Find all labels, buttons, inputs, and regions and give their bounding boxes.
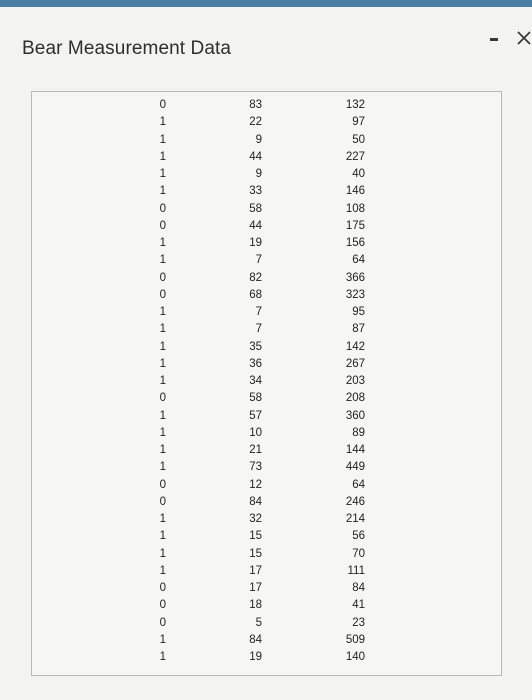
table-cell: 214	[345, 513, 365, 525]
table-cell: 84	[249, 633, 262, 646]
table-row	[32, 166, 365, 183]
table-row	[32, 149, 365, 166]
table-cell: 17	[249, 582, 262, 594]
table-cell: 41	[352, 599, 365, 612]
table-cell: 509	[345, 633, 365, 646]
table-cell: 1	[159, 461, 166, 474]
table-cell: 23	[352, 616, 365, 629]
table-cell: 18	[249, 599, 262, 612]
table-cell: 89	[352, 426, 365, 439]
table-cell: 19	[249, 651, 262, 663]
table-row	[32, 597, 365, 614]
table-cell: 58	[249, 392, 262, 405]
table-cell: 1	[159, 547, 166, 560]
table-cell: 68	[249, 288, 262, 301]
table-cell: 449	[345, 461, 365, 474]
table-row	[32, 252, 365, 269]
table-cell: 1	[159, 168, 166, 180]
table-cell: 1	[159, 444, 166, 456]
table-cell: 7	[255, 254, 262, 267]
table-cell: 146	[345, 185, 365, 198]
table-cell: 142	[345, 340, 365, 353]
table-cell: 40	[352, 168, 365, 180]
window-title: Bear Measurement Data	[22, 38, 232, 59]
table-cell: 32	[249, 513, 262, 525]
table-cell: 203	[345, 375, 365, 387]
table-cell: 15	[249, 547, 262, 560]
table-cell: 21	[249, 444, 262, 456]
table-cell: 1	[159, 340, 166, 353]
table-cell: 0	[159, 202, 166, 215]
table-cell: 95	[352, 306, 365, 318]
table-cell: 111	[347, 564, 365, 577]
table-cell: 1	[159, 185, 166, 198]
table-cell: 267	[345, 357, 365, 370]
table-row	[32, 287, 365, 304]
table-cell: 366	[345, 271, 365, 284]
table-row	[32, 132, 365, 149]
table-row	[32, 183, 365, 200]
table-cell: 156	[345, 237, 365, 249]
table-cell: 132	[345, 99, 365, 111]
table-cell: 10	[249, 426, 262, 439]
table-cell: 0	[159, 99, 166, 111]
table-cell: 19	[249, 237, 262, 249]
table-cell: 208	[345, 392, 365, 405]
data-window	[0, 7, 532, 700]
table-cell: 360	[345, 409, 365, 422]
table-cell: 36	[249, 357, 262, 370]
table-cell: 64	[352, 478, 365, 491]
table-cell: 1	[159, 513, 166, 525]
table-row	[32, 304, 365, 321]
table-cell: 144	[345, 444, 365, 456]
table-row	[32, 339, 365, 356]
table-cell: 1	[159, 651, 166, 663]
table-row	[32, 442, 365, 459]
table-cell: 57	[249, 409, 262, 422]
table-row	[32, 632, 365, 649]
table-cell: 17	[249, 564, 262, 577]
table-row	[32, 321, 365, 338]
table-row	[32, 114, 365, 131]
table-cell: 227	[345, 150, 365, 163]
table-cell: 108	[345, 202, 365, 215]
table-cell: 44	[249, 219, 262, 232]
table-cell: 0	[159, 582, 166, 594]
table-cell: 34	[249, 375, 262, 387]
table-cell: 1	[159, 133, 166, 146]
table-cell: 1	[159, 375, 166, 387]
table-cell: 7	[255, 306, 262, 318]
table-cell: 0	[159, 288, 166, 301]
table-cell: 0	[159, 616, 166, 629]
table-cell: 1	[159, 564, 166, 577]
table-cell: 1	[159, 633, 166, 646]
table-cell: 1	[159, 409, 166, 422]
table-cell: 1	[159, 323, 166, 336]
table-row	[32, 511, 365, 528]
table-cell: 0	[159, 495, 166, 508]
table-row	[32, 218, 365, 235]
table-row	[32, 580, 365, 597]
table-row	[32, 408, 365, 425]
table-cell: 1	[159, 306, 166, 318]
table-cell: 7	[255, 323, 262, 336]
table-row	[32, 270, 365, 287]
table-cell: 1	[159, 150, 166, 163]
table-cell: 97	[352, 116, 365, 129]
table-cell: 175	[345, 219, 365, 232]
data-table-container[interactable]	[31, 91, 502, 676]
table-cell: 9	[255, 168, 262, 180]
table-cell: 12	[249, 478, 262, 491]
table-cell: 83	[249, 99, 262, 111]
table-row	[32, 235, 365, 252]
table-row	[32, 425, 365, 442]
table-cell: 5	[255, 616, 262, 629]
table-cell: 1	[159, 530, 166, 543]
table-cell: 1	[159, 254, 166, 267]
table-row	[32, 477, 365, 494]
table-cell: 0	[159, 271, 166, 284]
table-row	[32, 201, 365, 218]
table-cell: 15	[249, 530, 262, 543]
table-cell: 0	[159, 219, 166, 232]
table-cell: 44	[249, 150, 262, 163]
table-cell: 323	[345, 288, 365, 301]
table-cell: 9	[255, 133, 262, 146]
table-row	[32, 97, 365, 114]
table-row	[32, 528, 365, 545]
table-cell: 0	[159, 599, 166, 612]
table-cell: 64	[352, 254, 365, 267]
table-row	[32, 494, 365, 511]
table-row	[32, 356, 365, 373]
table-cell: 1	[159, 237, 166, 249]
table-row	[32, 373, 365, 390]
minimize-button[interactable]	[487, 31, 503, 47]
close-button[interactable]	[513, 28, 532, 47]
table-row	[32, 615, 365, 632]
table-cell: 0	[159, 478, 166, 491]
table-cell: 84	[249, 495, 262, 508]
table-cell: 33	[249, 185, 262, 198]
table-cell: 56	[352, 530, 365, 543]
table-cell: 84	[352, 582, 365, 594]
table-row	[32, 563, 365, 580]
table-cell: 1	[159, 357, 166, 370]
table-row	[32, 649, 365, 666]
table-cell: 73	[249, 461, 262, 474]
table-cell: 50	[352, 133, 365, 146]
table-cell: 0	[159, 392, 166, 405]
table-row	[32, 390, 365, 407]
top-accent-bar	[0, 0, 532, 7]
table-cell: 82	[249, 271, 262, 284]
table-cell: 58	[249, 202, 262, 215]
table-cell: 22	[249, 116, 262, 129]
table-cell: 35	[249, 340, 262, 353]
table-cell: 70	[352, 547, 365, 560]
table-cell: 1	[159, 426, 166, 439]
table-row	[32, 546, 365, 563]
table-cell: 246	[345, 495, 365, 508]
bear-data-table	[32, 97, 365, 666]
table-row	[32, 459, 365, 476]
close-icon	[513, 28, 532, 47]
table-cell: 140	[345, 651, 365, 663]
table-cell: 1	[159, 116, 166, 129]
table-cell: 87	[352, 323, 365, 336]
